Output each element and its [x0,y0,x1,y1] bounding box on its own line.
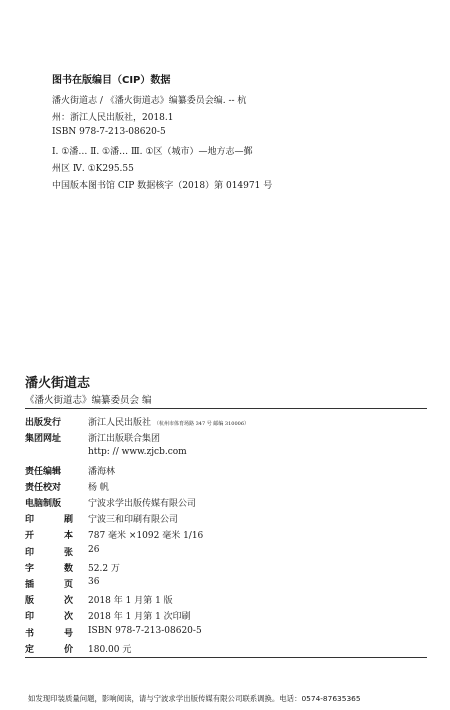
info-label [25,496,73,509]
info-value-text: 2018 年 1 月第 1 次印刷 [88,612,191,623]
cip-isbn: ISBN 978-7-213-08620-5 [52,127,166,137]
info-label-char: 页 [63,580,73,590]
cip-line: 潘火街道志 / 《潘火街道志》编纂委员会编. -- 杭 [52,96,247,106]
info-label [25,561,73,574]
info-label-text: 责任校对 [25,482,62,493]
info-label [25,415,73,428]
info-value-text: 52.2 万 [88,563,120,574]
divider [25,657,427,658]
cip-title: 图书在版编目（CIP）数据 [52,75,171,86]
info-label-char: 印 [25,515,35,526]
info-label-char: 次 [63,596,73,607]
info-label [25,480,73,493]
info-label [25,642,73,655]
info-value [88,431,160,444]
info-label-char: 书 [25,628,35,639]
info-value [88,642,131,655]
info-label-char: 价 [63,644,73,655]
info-label-char: 印 [25,612,35,623]
info-value-text: http: // www.zjcb.com [88,447,187,458]
info-label [25,609,73,622]
info-label-char: 数 [63,563,73,574]
info-label-text: 责任编辑 [25,466,62,477]
info-value [88,593,173,606]
info-label-text: 电脑制版 [25,499,62,509]
info-value-text: 787 毫米 ×1092 毫米 1/16 [88,531,204,542]
book-editor: 《潘火街道志》编纂委员会 编 [25,395,152,406]
cip-record-number: 中国版本图书馆 CIP 数据核字（2018）第 014971 号 [52,181,273,191]
info-value-text: 潘海林 [88,466,116,477]
info-label-char: 本 [63,531,73,542]
info-value [88,496,196,509]
info-label-char: 开 [25,531,35,542]
info-value-text: 36 [88,577,100,587]
info-label-text: 集团网址 [25,434,62,445]
footer-notice: 如发现印装质量问题，影响阅读，请与宁波求学出版传媒有限公司联系调换。电话：0574-87635365 [28,694,361,703]
info-label-char: 插 [25,580,35,590]
info-value [88,415,249,428]
info-value-text: 杨 帆 [88,482,109,493]
info-label [25,431,73,444]
info-label-char: 定 [25,644,35,655]
info-label-char: 印 [25,547,35,558]
info-value [88,447,187,457]
info-value-text: 浙江出版联合集团 [88,434,161,445]
info-value [88,609,191,622]
info-value [88,512,178,525]
info-label [25,464,73,477]
info-value-text: 浙江人民出版社 [88,418,152,428]
info-label-char: 字 [25,563,35,574]
info-label [25,512,73,525]
info-value-note: （杭州市体育场路 347 号 邮编 310006） [154,421,250,427]
info-label [25,593,73,606]
info-label-char: 版 [25,596,35,607]
info-label [25,577,73,590]
info-value-text: ISBN 978-7-213-08620-5 [88,625,202,636]
info-value-text: 宁波三和印刷有限公司 [88,515,179,526]
info-label-char: 号 [63,628,73,639]
divider [25,408,427,409]
info-value [88,464,115,477]
info-label-text: 出版发行 [25,418,62,428]
info-label-char: 张 [63,547,73,558]
info-value-text: 180.00 元 [88,644,132,655]
book-title: 潘火街道志 [25,376,91,391]
info-value [88,545,99,555]
cip-line: 州：浙江人民出版社，2018.1 [52,113,174,123]
info-value [88,528,203,541]
info-label [25,545,73,558]
info-label-char: 次 [63,612,73,623]
info-value-text: 2018 年 1 月第 1 版 [88,596,173,607]
info-value [88,577,99,587]
info-value-text: 宁波求学出版传媒有限公司 [88,499,197,509]
info-label-char: 刷 [63,515,73,526]
info-value [88,480,109,493]
info-value [88,561,120,574]
info-value [88,626,202,636]
cip-classification: 州区 Ⅳ. ①K295.55 [52,164,134,174]
info-label [25,626,73,639]
cip-classification: Ⅰ. ①潘… Ⅱ. ①潘… Ⅲ. ①区（城市）—地方志—鄞 [52,147,253,157]
info-value-text: 26 [88,544,100,555]
info-label [25,528,73,541]
